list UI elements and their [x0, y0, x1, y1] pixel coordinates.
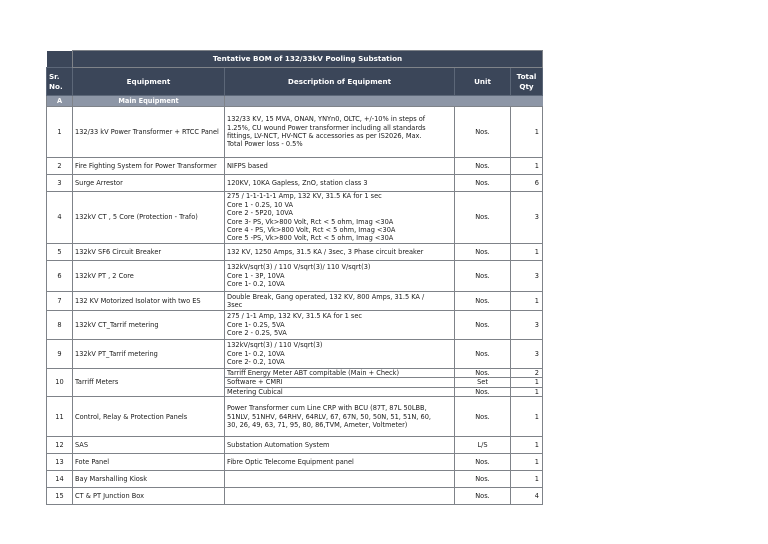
- table-row: [47, 107, 543, 158]
- section-name: Main Equipment: [73, 96, 225, 107]
- unit: Nos.: [455, 387, 511, 396]
- equipment-name: Fote Panel: [73, 454, 225, 471]
- table-row: [47, 340, 543, 369]
- equipment-name: 132kV CT , 5 Core (Protection - Trafo): [73, 192, 225, 244]
- unit: Nos.: [455, 488, 511, 505]
- unit: Nos.: [455, 369, 511, 378]
- unit: Nos.: [455, 292, 511, 311]
- equipment-description: [225, 437, 455, 454]
- equipment-description: [225, 340, 455, 369]
- description-line: Double Break, Gang operated, 132 KV, 800 Amps, 31.5 KA /: [227, 292, 425, 301]
- description-line: 132 KV, 1250 Amps, 31.5 KA / 3sec, 3 Phase circuit breaker: [227, 247, 424, 256]
- equipment-description: Tarriff Energy Meter ABT compitable (Main + Check): [225, 369, 455, 378]
- equipment-name: Fire Fighting System for Power Transformer: [73, 158, 225, 175]
- table-row: [47, 192, 543, 244]
- total-qty: 1: [511, 378, 543, 387]
- table-row: [47, 437, 543, 454]
- description-line: Substation Automation System: [227, 441, 330, 450]
- equipment-description: [225, 192, 455, 244]
- equipment-name: 132kV PT_Tarrif metering: [73, 340, 225, 369]
- unit: Nos.: [455, 192, 511, 244]
- table-row: [47, 244, 543, 261]
- description-line: 51NLV, 51NHV, 64RHV, 64RLV, 67, 67N, 50, 50N, 51, 51N, 60,: [227, 412, 431, 421]
- total-qty: 2: [511, 369, 543, 378]
- title-row: [47, 51, 543, 68]
- col-header-sr-line2: No.: [49, 81, 63, 91]
- description-line: fittings, LV-NCT, HV-NCT & accessories as per IS2026, Max.: [227, 132, 422, 140]
- col-header-description: Description of Equipment: [225, 68, 455, 96]
- sr-no: 13: [47, 454, 73, 471]
- table-row: [47, 488, 543, 505]
- equipment-name: Tarriff Meters: [73, 369, 225, 397]
- equipment-description: [225, 471, 455, 488]
- sr-no: 8: [47, 311, 73, 340]
- description-line: 275 / 1-1-1-1-1 Amp, 132 KV, 31.5 KA for 1 sec: [227, 192, 382, 201]
- equipment-description: [225, 158, 455, 175]
- total-qty: 1: [511, 454, 543, 471]
- table-row: [47, 471, 543, 488]
- sr-no: 9: [47, 340, 73, 369]
- equipment-description: Software + CMRI: [225, 378, 455, 387]
- description-line: Core 4 - PS, Vk>800 Volt, Rct < 5 ohm, Imag <30A: [227, 225, 396, 234]
- description-line: 275 / 1-1 Amp, 132 KV, 31.5 KA for 1 sec: [227, 312, 363, 321]
- equipment-name: 132 KV Motorized Isolator with two ES: [73, 292, 225, 311]
- description-line: Core 1- 0.2S, 5VA: [227, 320, 285, 329]
- total-qty: 1: [511, 244, 543, 261]
- description-line: 3sec: [227, 301, 243, 309]
- total-qty: 1: [511, 387, 543, 396]
- sr-no: 14: [47, 471, 73, 488]
- description-line: NIFPS based: [227, 161, 268, 170]
- description-line: 132kV/sqrt(3) / 110 V/sqrt(3)/ 110 V/sqrt(3): [227, 263, 371, 272]
- total-qty: 3: [511, 261, 543, 292]
- description-line: Core 1 - 0.2S, 10 VA: [227, 200, 294, 209]
- unit: Nos.: [455, 175, 511, 192]
- sr-no: 15: [47, 488, 73, 505]
- equipment-name: SAS: [73, 437, 225, 454]
- col-header-sr-line1: Sr.: [49, 72, 60, 82]
- col-header-sr: [47, 68, 73, 96]
- section-row: [47, 96, 543, 107]
- description-line: Core 1- 0.2, 10VA: [227, 349, 285, 358]
- description-line: Total Power loss - 0.5%: [227, 140, 303, 149]
- equipment-name: 132kV CT_Tarrif metering: [73, 311, 225, 340]
- sr-no: 11: [47, 397, 73, 437]
- unit: Set: [455, 378, 511, 387]
- equipment-description: Metering Cubical: [225, 387, 455, 396]
- description-line: Core 2 - 5P20, 10VA: [227, 209, 293, 218]
- total-qty: 1: [511, 437, 543, 454]
- equipment-name: Surge Arrestor: [73, 175, 225, 192]
- equipment-description: [225, 488, 455, 505]
- unit: Nos.: [455, 454, 511, 471]
- equipment-description: [225, 311, 455, 340]
- total-qty: 1: [511, 292, 543, 311]
- section-code: A: [47, 96, 73, 107]
- sr-no: 4: [47, 192, 73, 244]
- equipment-name: Control, Relay & Protection Panels: [73, 397, 225, 437]
- total-qty: 3: [511, 340, 543, 369]
- description-line: 132kV/sqrt(3) / 110 V/sqrt(3): [227, 341, 323, 350]
- equipment-description: [225, 107, 455, 158]
- total-qty: 3: [511, 311, 543, 340]
- unit: Nos.: [455, 471, 511, 488]
- table-row: [47, 311, 543, 340]
- sr-no: 3: [47, 175, 73, 192]
- equipment-name: CT & PT Junction Box: [73, 488, 225, 505]
- sr-no: 6: [47, 261, 73, 292]
- table-row: [47, 454, 543, 471]
- description-line: Core 2 - 0.2S, 5VA: [227, 329, 287, 338]
- col-header-qty-line1: Total: [516, 72, 537, 82]
- sr-no: 5: [47, 244, 73, 261]
- col-header-qty: [511, 68, 543, 96]
- section-spacer: [511, 96, 543, 107]
- sr-no: 10: [47, 369, 73, 397]
- unit: Nos.: [455, 261, 511, 292]
- title-spacer: [47, 51, 73, 68]
- sr-no: 7: [47, 292, 73, 311]
- bom-table: [46, 50, 543, 505]
- sr-no: 12: [47, 437, 73, 454]
- description-line: Core 3- PS, Vk>800 Volt, Rct < 5 ohm, Imag <30A: [227, 217, 394, 226]
- description-line: Core 1- 0.2, 10VA: [227, 280, 285, 289]
- table-row: [47, 261, 543, 292]
- unit: L/S: [455, 437, 511, 454]
- total-qty: 6: [511, 175, 543, 192]
- equipment-name: 132kV SF6 Circuit Breaker: [73, 244, 225, 261]
- table-title: Tentative BOM of 132/33kV Pooling Substation: [73, 51, 543, 68]
- table-row: [47, 369, 543, 378]
- equipment-name: 132kV PT , 2 Core: [73, 261, 225, 292]
- table-row: [47, 158, 543, 175]
- description-line: Core 5 -PS, Vk>800 Volt, Rct < 5 ohm, Imag <30A: [227, 234, 394, 243]
- equipment-description: [225, 244, 455, 261]
- description-line: Power Transformer cum Line CRP with BCU (87T, 87L 50LBB,: [227, 404, 427, 413]
- table-row: [47, 292, 543, 311]
- equipment-description: [225, 397, 455, 437]
- equipment-description: [225, 454, 455, 471]
- unit: Nos.: [455, 158, 511, 175]
- description-line: Fibre Optic Telecome Equipment panel: [227, 458, 354, 467]
- description-line: 30, 26, 49, 63, 71, 95, 80, 86,TVM, Ameter, Voltmeter): [227, 421, 408, 430]
- description-line: 120KV, 10KA Gapless, ZnO, station class 3: [227, 178, 368, 187]
- col-header-equipment: Equipment: [73, 68, 225, 96]
- description-line: Core 2- 0.2, 10VA: [227, 358, 285, 367]
- equipment-description: [225, 292, 455, 311]
- unit: Nos.: [455, 107, 511, 158]
- header-row: [47, 68, 543, 96]
- total-qty: 1: [511, 107, 543, 158]
- equipment-name: Bay Marshalling Kiosk: [73, 471, 225, 488]
- col-header-unit: Unit: [455, 68, 511, 96]
- total-qty: 1: [511, 471, 543, 488]
- col-header-qty-line2: Qty: [519, 81, 534, 91]
- table-row: [47, 175, 543, 192]
- unit: Nos.: [455, 397, 511, 437]
- unit: Nos.: [455, 244, 511, 261]
- sr-no: 1: [47, 107, 73, 158]
- section-spacer: [225, 96, 455, 107]
- table-row: [47, 397, 543, 437]
- total-qty: 3: [511, 192, 543, 244]
- section-spacer: [455, 96, 511, 107]
- total-qty: 1: [511, 158, 543, 175]
- unit: Nos.: [455, 311, 511, 340]
- total-qty: 4: [511, 488, 543, 505]
- description-line: Core 1 - 3P, 10VA: [227, 271, 285, 280]
- description-line: 132/33 KV, 15 MVA, ONAN, YNYn0, OLTC, +/-10% in steps of: [227, 115, 426, 124]
- description-line: 1.25%, CU wound Power transformer including all standards: [227, 123, 426, 132]
- equipment-description: [225, 175, 455, 192]
- unit: Nos.: [455, 340, 511, 369]
- equipment-description: [225, 261, 455, 292]
- total-qty: 1: [511, 397, 543, 437]
- equipment-name: 132/33 kV Power Transformer + RTCC Panel: [73, 107, 225, 158]
- sr-no: 2: [47, 158, 73, 175]
